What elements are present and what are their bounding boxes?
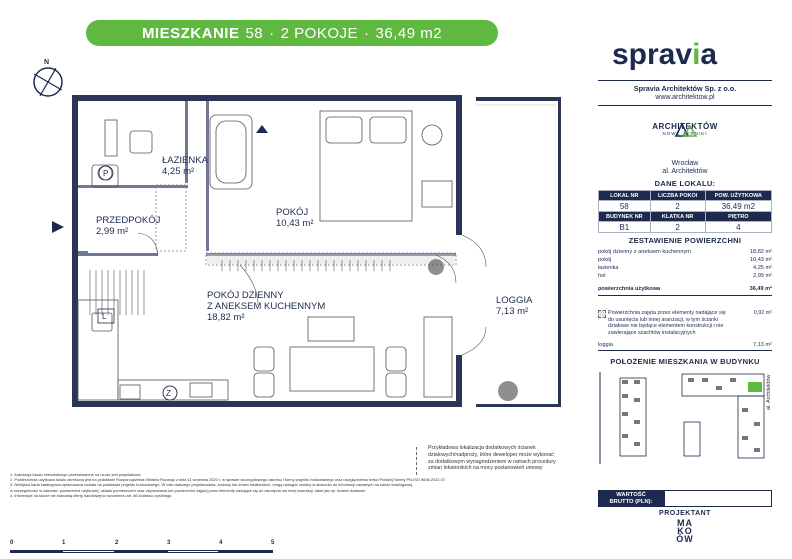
architect-logo: ARCHITEKTÓW NOWE ŻERNIKI [652, 122, 718, 136]
dane-title: DANE LOKALU: [654, 179, 716, 188]
banner-dot: · [269, 24, 275, 42]
area-row: hol 2,99 m² [598, 273, 772, 279]
svg-text:Z: Z [166, 389, 171, 398]
apartment-banner [86, 20, 498, 46]
dane-table: LOKAL NR LICZBA POKOI POW. UŻYTKOWA 58 2 36,49 m2 BUDYNEK NR KLATKA NR PIĘTRO B1 2 4 [598, 190, 772, 233]
price-label: WARTOŚĆ BRUTTO (PLN): [598, 490, 664, 507]
loggia-row: loggia 7,13 m² [598, 342, 772, 351]
area-row: pokój 10,43 m² [598, 257, 772, 263]
scale-tick: 3 [167, 540, 171, 546]
scale-tick: 5 [271, 540, 275, 546]
banner-rooms: 2 POKOJE [280, 24, 358, 42]
footnotes: 1. Aranżacja lokalu mieszkalnego przedstawiona na rzucie jest przykładowa. 2. Powierzchnia użytkowa lokalu określona jest na podstawie Rozporządzenia Ministra Rozwoju z dnia 11 września 2020 r. w sprawie szczegółowego zakresu i formy projektu budowlanego oraz uwzględnieniu treści Polskiej Normy PN-ISO 9836:2022-07. 3. Niniejsza karta katalogowa opracowana została na podstawie projektu budowlanego. W toku dalszego projektowania, budowy lub zmian lokatorskich, mogą nastąpić zmiany w stosunku do informacji zawartych na karcie katalogowej, w szczególności w zakresie: powierzchni użytkowej, układu pomieszczeń oraz usytuowania lub powierzchni zajętej przez elementy nadające się do usunięcia lub innej aranżacji, takie jak np. ścianki działowe. 4. Informacje na karcie nie stanowią oferty handlowej w rozumieniu art. 66 kodeksu cywilnego. [10, 472, 447, 498]
info-panel [598, 80, 772, 473]
room-label-dzienny: POKÓJ DZIENNY Z ANEKSEM KUCHENNYM 18,82 m² [207, 290, 326, 323]
room-label-pokoj: POKÓJ 10,43 m² [276, 207, 314, 229]
room-label-lazienka: ŁAZIENKA 4,25 m² [162, 155, 208, 177]
svg-text:P: P [103, 169, 109, 178]
area-total: powierzchnia użytkowa 36,49 m² [598, 285, 772, 296]
room-label-loggia: LOGGIA 7,13 m² [496, 295, 533, 317]
scale-tick: 1 [62, 540, 66, 546]
projektant-label: PROJEKTANT [659, 510, 711, 517]
compass-label: N [44, 59, 50, 66]
svg-text:L: L [102, 312, 107, 321]
removable-note: Powierzchnia zajęta przez elementy nadające się do usunięcia lub innej aranżacji, w tym ścianki działowe nie będące elementem konstrukcji i nie zawierające szachtów instalacyjnych 0,92 m² [598, 310, 772, 336]
company-header: Spravia Architektów Sp. z o.o. www.architektow.pl [598, 80, 772, 106]
room-label-przedpokoj: PRZEDPOKÓJ 2,99 m² [96, 215, 161, 237]
scale-tick: 4 [219, 540, 223, 546]
area-row: pokój dzienny z aneksem kuchennym 18,82 m² [598, 249, 772, 255]
architect-address: Wrocław al. Architektów [662, 160, 708, 175]
banner-dot: · [364, 24, 370, 42]
spravia-logo: spravia [612, 38, 718, 71]
banner-area: 36,49 m2 [375, 24, 443, 42]
building-position-map [598, 368, 772, 468]
area-list [598, 248, 772, 296]
banner-number: 58 [245, 24, 264, 42]
position-title: POŁOŻENIE MIESZKANIA W BUDYNKU [610, 357, 760, 367]
price-value [664, 490, 772, 507]
architect-mark-icon [670, 122, 700, 138]
price-box [598, 490, 772, 507]
scale-tick: 0 [10, 540, 14, 546]
zestawienie-title: ZESTAWIENIE POWIERZCHNI [628, 236, 742, 245]
street-label: al. Architektów [766, 374, 772, 410]
area-row: łazienka 4,25 m² [598, 265, 772, 271]
scale-bar [10, 540, 280, 554]
banner-title: MIESZKANIE [141, 24, 240, 42]
optional-walls-note: Przykładowa lokalizacja dodatkowych ścianek działowych/nadproży, które deweloper może wykonać za dodatkowym wynagrodzeniem w ramach procedury zmian lokatorskich na mocy postanowień umowy [416, 445, 606, 472]
floor-plan [30, 55, 580, 435]
scale-tick: 2 [115, 540, 119, 546]
projektant-logo: MA KO ÓW [676, 518, 694, 544]
